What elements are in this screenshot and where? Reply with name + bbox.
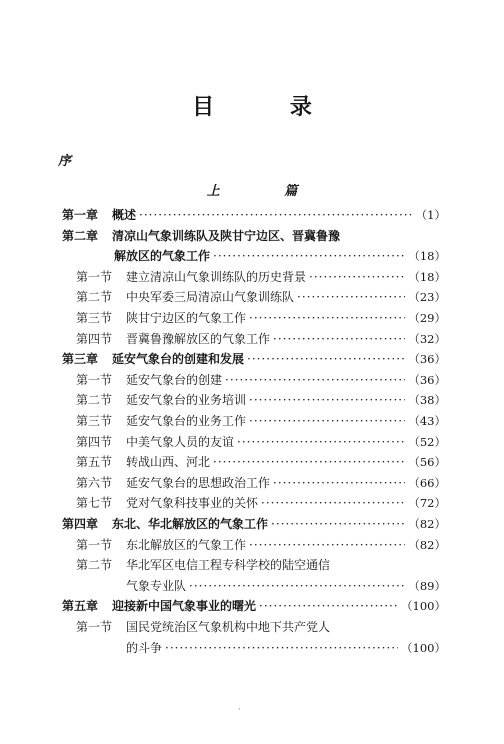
entry-title: 延安气象台的创建和发展 xyxy=(112,352,245,367)
toc-entry xyxy=(76,493,446,513)
toc-entry xyxy=(126,638,446,658)
entry-title: 的斗争 xyxy=(126,640,163,655)
entry-number: 第二节 xyxy=(76,290,113,305)
entry-number: 第二节 xyxy=(76,393,113,408)
page-number: （1） xyxy=(415,208,446,222)
leader-dots xyxy=(213,452,405,472)
entry-title: 东北解放区的气象工作 xyxy=(126,537,247,552)
page-number: （82） xyxy=(408,537,446,552)
entry-number: 第五节 xyxy=(76,455,113,470)
toc-entry xyxy=(76,432,446,452)
page-number: （56） xyxy=(408,455,446,470)
entry-number: 第一节 xyxy=(76,269,113,284)
leader-dots xyxy=(261,493,405,513)
leader-dots xyxy=(247,349,405,369)
page-number: （89） xyxy=(408,578,446,593)
page-number: （32） xyxy=(408,331,446,346)
page-number: （36） xyxy=(408,372,446,387)
entry-number: 第四章 xyxy=(62,517,99,531)
toc-entry xyxy=(62,349,446,369)
entry-title: 中美气象人员的友谊 xyxy=(126,434,235,449)
entry-number: 第三节 xyxy=(76,414,113,428)
entry-title: 延安气象台的业务培训 xyxy=(126,393,247,408)
toc-entry xyxy=(114,246,446,266)
toc-entry xyxy=(62,226,446,246)
entry-number: 第一节 xyxy=(76,537,113,552)
leader-dots xyxy=(249,308,405,328)
entry-number: 第一章 xyxy=(62,208,99,222)
toc-entry xyxy=(76,555,446,575)
page-speck: · xyxy=(238,705,241,714)
page-number: （66） xyxy=(408,475,446,490)
entry-number: 第六节 xyxy=(76,475,113,490)
toc-entry xyxy=(126,576,446,596)
page-number: （82） xyxy=(408,517,446,531)
preface-entry: 序 xyxy=(58,154,72,169)
entry-number: 第二章 xyxy=(62,228,99,243)
leader-dots xyxy=(249,411,405,431)
entry-title: 延安气象台的思想政治工作 xyxy=(126,475,271,490)
leader-dots xyxy=(237,432,405,452)
entry-title: 延安气象台的业务工作 xyxy=(126,414,247,428)
page-number: （72） xyxy=(408,496,446,511)
leader-dots xyxy=(259,596,398,616)
page-number: （18） xyxy=(408,249,446,264)
entry-number: 第一节 xyxy=(76,620,113,634)
entry-title: 转战山西、河北 xyxy=(126,455,211,470)
entry-title: 概述 xyxy=(112,208,137,222)
toc-entry xyxy=(76,617,446,637)
toc-entry xyxy=(76,267,446,287)
toc-entry xyxy=(76,308,446,328)
page-number: （18） xyxy=(408,269,446,284)
page-number: （36） xyxy=(408,352,446,367)
page-number: （100） xyxy=(401,599,446,614)
entry-title: 中央军委三局清凉山气象训练队 xyxy=(126,290,295,305)
leader-dots xyxy=(271,514,405,534)
entry-title: 气象专业队 xyxy=(126,578,187,593)
part-heading: 上 篇 xyxy=(206,184,328,199)
entry-title: 华北军区电信工程专科学校的陆空通信 xyxy=(126,558,331,573)
leader-dots xyxy=(249,390,405,410)
toc-entry xyxy=(76,535,446,555)
leader-dots xyxy=(225,370,405,390)
entry-number: 第七节 xyxy=(76,496,113,511)
toc-entry xyxy=(62,596,446,616)
page-number: （100） xyxy=(401,640,446,655)
entry-title: 党对气象科技事业的关怀 xyxy=(126,496,259,511)
page-number: （29） xyxy=(408,311,446,325)
toc-entry xyxy=(76,370,446,390)
leader-dots xyxy=(139,205,413,225)
entry-title: 延安气象台的创建 xyxy=(126,372,223,387)
toc-entry xyxy=(62,205,446,225)
leader-dots xyxy=(273,329,405,349)
entry-title: 晋冀鲁豫解放区的气象工作 xyxy=(126,331,271,346)
toc-entry xyxy=(76,287,446,307)
leader-dots xyxy=(165,638,398,658)
page-number: （52） xyxy=(408,434,446,449)
entry-number: 第二节 xyxy=(76,558,113,573)
page-number: （43） xyxy=(408,414,446,428)
toc-entry xyxy=(76,452,446,472)
entry-number: 第三节 xyxy=(76,311,113,325)
entry-title: 迎接新中国气象事业的曙光 xyxy=(112,599,257,614)
page-number: （23） xyxy=(408,290,446,305)
entry-title: 东北、华北解放区的气象工作 xyxy=(112,517,269,531)
leader-dots xyxy=(273,473,405,493)
toc-entry xyxy=(76,411,446,431)
entry-title: 国民党统治区气象机构中地下共产党人 xyxy=(126,620,331,634)
entry-number: 第四节 xyxy=(76,331,113,346)
toc-entry xyxy=(76,473,446,493)
entry-title: 陕甘宁边区的气象工作 xyxy=(126,311,247,325)
entry-title: 清凉山气象训练队及陕甘宁边区、晋冀鲁豫 xyxy=(112,228,341,243)
entry-number: 第五章 xyxy=(62,599,99,614)
page-number: （38） xyxy=(408,393,446,408)
entry-number: 第一节 xyxy=(76,372,113,387)
leader-dots xyxy=(309,267,405,287)
toc-entry xyxy=(62,514,446,534)
leader-dots xyxy=(189,576,405,596)
entry-title: 解放区的气象工作 xyxy=(114,249,211,264)
leader-dots xyxy=(249,535,405,555)
toc-entry xyxy=(76,390,446,410)
leader-dots xyxy=(297,287,405,307)
entry-number: 第三章 xyxy=(62,352,99,367)
entry-title: 建立清凉山气象训练队的历史背景 xyxy=(126,269,307,284)
leader-dots xyxy=(213,246,405,266)
toc-entry xyxy=(76,329,446,349)
toc-title: 目 录 xyxy=(192,94,346,120)
entry-number: 第四节 xyxy=(76,434,113,449)
